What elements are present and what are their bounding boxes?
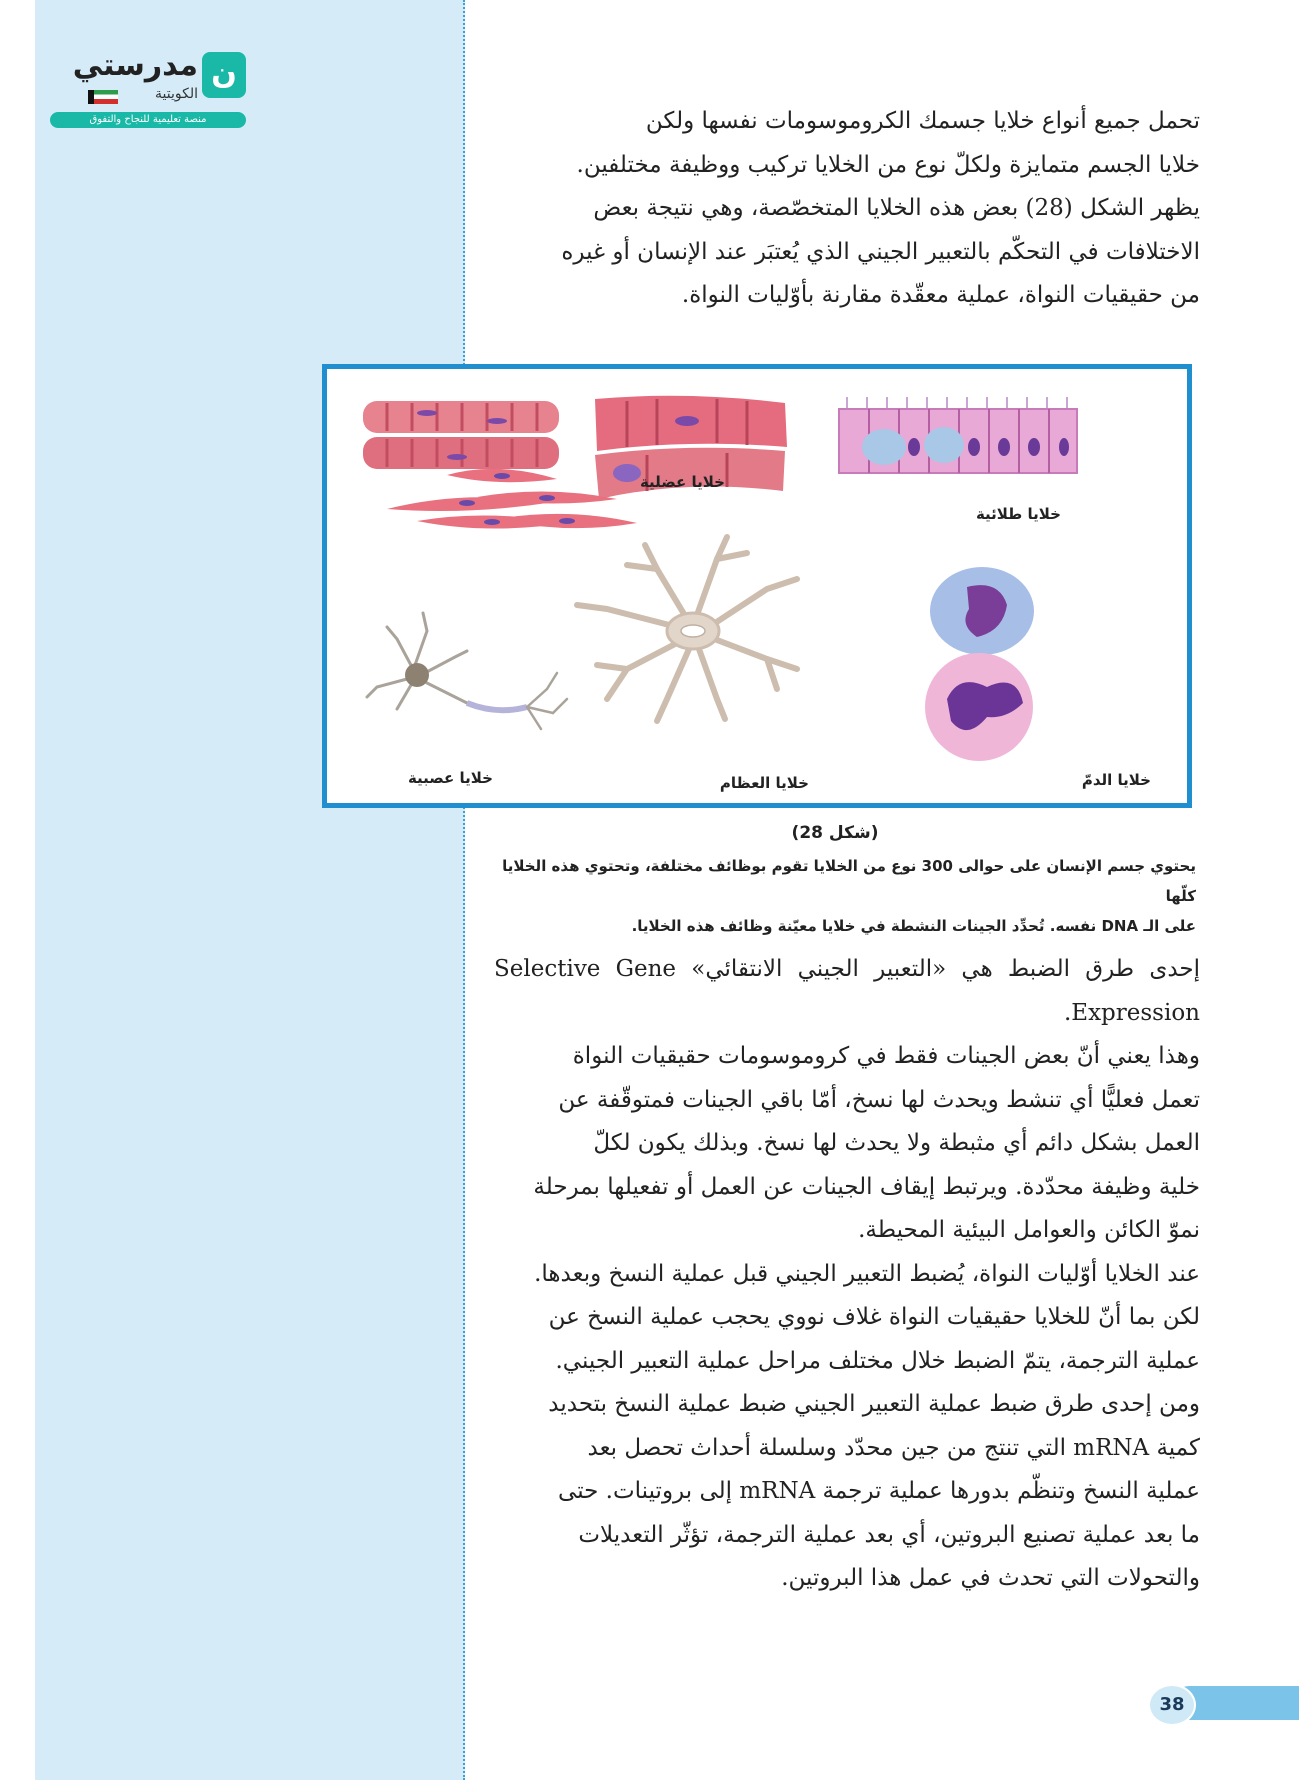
text-line: كمية mRNA التي تنتج من جين محدّد وسلسلة أحداث تحصل بعد [587,1434,1200,1461]
text-line: عملية النسخ وتنظّم بدورها عملية ترجمة mRNA إلى بروتينات. حتى [558,1478,1200,1504]
label-muscle-cells: خلايا عضلية [639,473,725,491]
nerve-cell-illustration [367,613,467,709]
label-epithelial-cells: خلايا طلائية [975,505,1061,523]
figure-28-frame [322,364,1192,808]
caption-line: يحتوي جسم الإنسان على حوالى 300 نوع من الخلايا تقوم بوظائف مختلفة، وتحتوي هذه الخلايا كلّها [502,857,1196,905]
text-line: لكن بما أنّ للخلايا حقيقيات النواة غلاف نووي يحجب عملية النسخ عن [548,1304,1200,1330]
label-bone-cells: خلايا العظام [719,774,809,792]
cells-illustration [327,369,1187,803]
site-logo[interactable] [50,48,250,132]
label-nerve-cells: خلايا عصبية [407,769,493,787]
text-line: تعمل فعليًّا أي تنشط ويحدث لها نسخ، أمّا باقي الجينات فمتوقّفة عن [558,1086,1200,1113]
intro-paragraph [508,100,1200,318]
logo-name: مدرستي [72,48,198,83]
logo-badge-icon: ن [202,52,246,98]
text-line: يظهر الشكل (28) بعض هذه الخلايا المتخصّصة، وهي نتيجة بعض [593,195,1200,221]
text-line: وهذا يعني أنّ بعض الجينات فقط في كروموسومات حقيقيات النواة [572,1043,1200,1069]
text-line: عند الخلايا أوّليات النواة، يُضبط التعبير الجيني قبل عملية النسخ وبعدها. [534,1260,1200,1287]
caption-line: على الـ DNA نفسه. تُحدِّد الجينات النشطة في خلايا معيّنة وظائف هذه الخلايا. [631,917,1196,935]
label-blood-cells: خلايا الدمّ [1081,771,1151,789]
main-paragraph [494,948,1200,1601]
text-line: نموّ الكائن والعوامل البيئية المحيطة. [858,1217,1200,1243]
text-line: والتحولات التي تحدث في عمل هذا البروتين. [781,1565,1200,1591]
epithelial-illustration [839,397,1077,473]
logo-tagline: منصة تعليمية للنجاح والتفوق [50,112,246,128]
text-line: خلايا الجسم متمايزة ولكلّ نوع من الخلايا تركيب ووظيفة مختلفين. [576,151,1200,178]
page-number: 38 [1148,1684,1196,1726]
text-line: خلية وظيفة محدّدة. ويرتبط إيقاف الجينات عن العمل أو تفعيلها بمرحلة [533,1173,1200,1200]
text-line: عملية الترجمة، يتمّ الضبط خلال مختلف مراحل عملية التعبير الجيني. [555,1347,1200,1374]
text-line: من حقيقيات النواة، عملية معقّدة مقارنة بأوّليات النواة. [681,282,1200,308]
text-line: تحمل جميع أنواع خلايا جسمك الكروموسومات نفسها ولكن [645,108,1200,134]
margin-divider [463,0,465,1780]
text-line: الاختلافات في التحكّم بالتعبير الجيني الذي يُعتبَر عند الإنسان أو غيره [561,238,1200,265]
text-line: العمل بشكل دائم أي مثبطة ولا يحدث لها نسخ. وبذلك يكون لكلّ [593,1130,1200,1156]
figure-caption [490,851,1196,941]
left-margin-panel [35,0,465,1780]
blood-cells-illustration [925,567,1034,761]
figure-title: (شكل 28) [791,823,879,843]
logo-subtitle: الكويتية [155,86,198,102]
text-line: ومن إحدى طرق ضبط عملية التعبير الجيني ضبط عملية النسخ بتحديد [548,1391,1200,1417]
skeletal-muscle-illustration [363,401,559,469]
text-line: إحدى طرق الضبط هي «التعبير الجيني الانتقائي» Selective Gene Expression. [494,956,1201,1026]
text-line: ما بعد عملية تصنيع البروتين، أي بعد عملية الترجمة، تؤثّر التعديلات [578,1521,1200,1548]
